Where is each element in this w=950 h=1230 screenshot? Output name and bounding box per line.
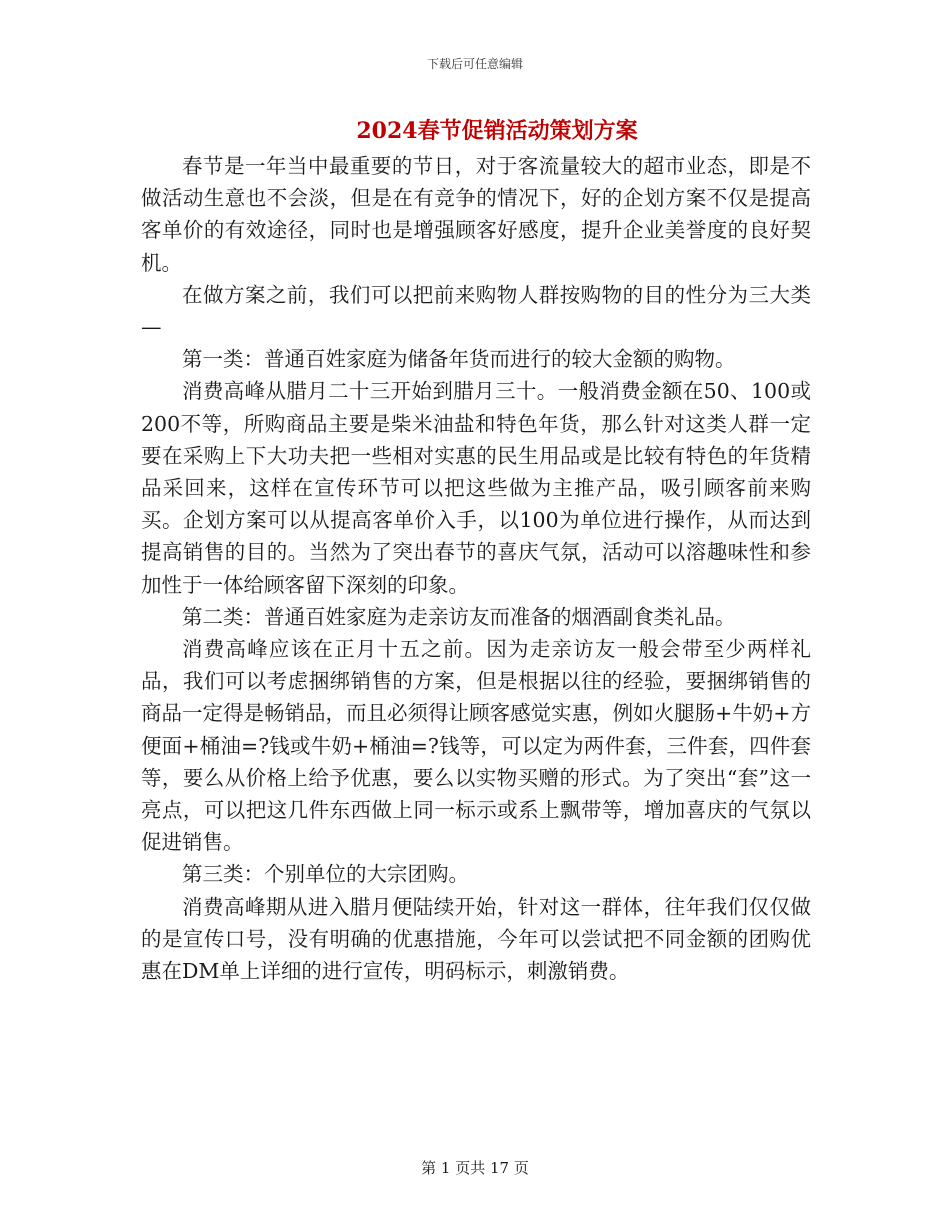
- paragraph-category-3-body: 消费高峰期从进入腊月便陆续开始，针对这一群体，往年我们仅仅做的是宣传口号，没有明确的优惠措施，今年可以尝试把不同金额的团购优惠在DM单上详细的进行宣传，明码标示，刺激销费。: [141, 894, 811, 984]
- paragraph-category-1-body: 消费高峰从腊月二十三开始到腊月三十。一般消费金额在50、100或200不等，所购商品主要是柴米油盐和特色年货，那么针对这类人群一定要在采购上下大功夫把一些相对实惠的民生用品或是比较有特色的年货精品采回来，这样在宣传环节可以把这些做为主推产品，吸引顾客前来购买。企划方案可以从提高客单价入手，以100为单位进行操作，从而达到提高销售的目的。当然为了突出春节的喜庆气氛，活动可以溶趣味性和参加性于一体给顾客留下深刻的印象。: [141, 379, 811, 597]
- document-title: 2024春节促销活动策划方案: [356, 118, 638, 144]
- paragraph-intro: 春节是一年当中最重要的节日，对于客流量较大的超市业态，即是不做活动生意也不会淡，但是在有竞争的情况下，好的企划方案不仅是提高客单价的有效途径，同时也是增强顾客好感度，提升企业美誉度的良好契机。: [141, 154, 811, 275]
- paragraph-category-1-heading: 第一类：普通百姓家庭为储备年货而进行的较大金额的购物。: [182, 347, 736, 372]
- paragraph-category-3-heading: 第三类：个别单位的大宗团购。: [182, 862, 469, 887]
- header-note: 下载后可任意编辑: [426, 57, 523, 71]
- page-number: 第 1 页共 17 页: [421, 1159, 529, 1177]
- paragraph-categories: 在做方案之前，我们可以把前来购物人群按购物的目的性分为三大类—: [141, 282, 811, 340]
- document-body: [141, 150, 811, 987]
- paragraph-category-2-heading: 第二类：普通百姓家庭为走亲访友而准备的烟酒副食类礼品。: [182, 604, 736, 629]
- paragraph-category-2-body: 消费高峰应该在正月十五之前。因为走亲访友一般会带至少两样礼品，我们可以考虑捆绑销售的方案，但是根据以往的经验，要捆绑销售的商品一定得是畅销品，而且必须得让顾客感觉实惠，例如火腿肠+牛奶+方便面+桶油=?钱或牛奶+桶油=?钱等，可以定为两件套，三件套，四件套等，要么从价格上给予优惠，要么以实物买赠的形式。为了突出“套”这一亮点，可以把这几件东西做上同一标示或系上飘带等，增加喜庆的气氛以促进销售。: [141, 637, 811, 855]
